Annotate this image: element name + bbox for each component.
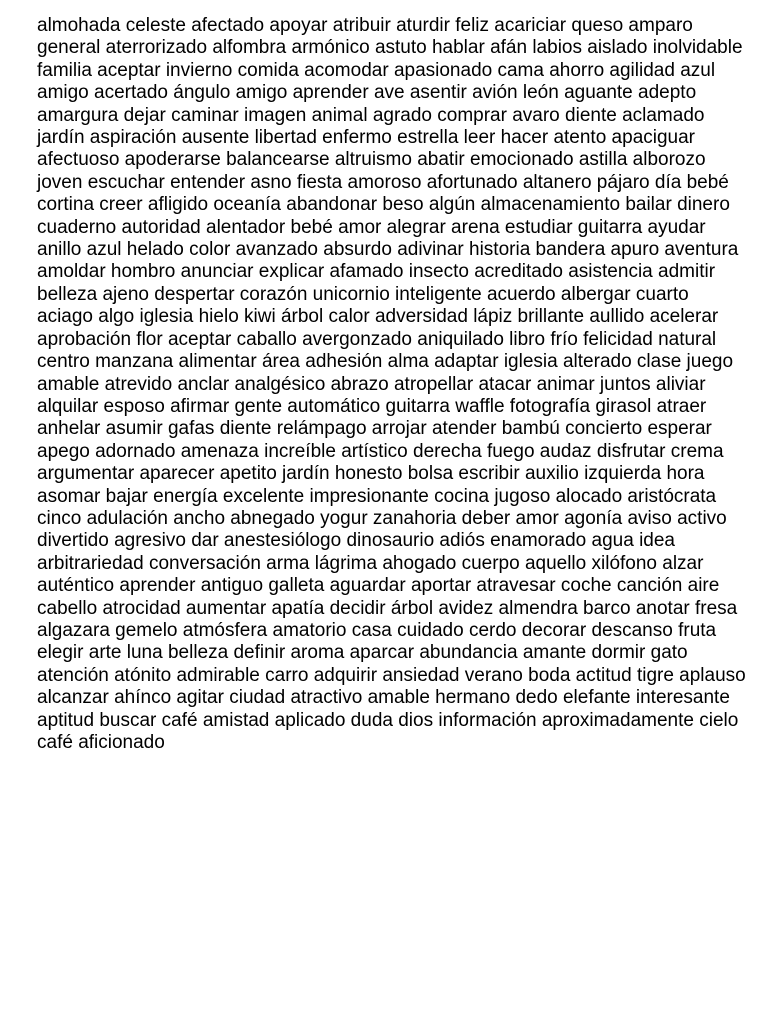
- text-line: aprobación flor aceptar caballo avergonzado aniquilado libro frío felicidad natural: [37, 328, 717, 350]
- text-line: amoldar hombro anunciar explicar afamado insecto acreditado asistencia admitir: [37, 261, 716, 283]
- text-line: divertido agresivo dar anestesiólogo dinosaurio adiós enamorado agua idea: [37, 530, 675, 552]
- text-line: joven escuchar entender asno fiesta amoroso afortunado altanero pájaro día bebé: [37, 171, 729, 193]
- text-line: aptitud buscar café amistad aplicado duda dios información aproximadamente cielo: [37, 709, 739, 731]
- text-line: cortina creer afligido oceanía abandonar beso algún almacenamiento bailar dinero: [37, 194, 730, 216]
- text-line: cinco adulación ancho abnegado yogur zanahoria deber amor agonía aviso activo: [37, 507, 727, 529]
- text-line: alcanzar ahínco agitar ciudad atractivo amable hermano dedo elefante interesante: [37, 687, 730, 709]
- text-line: algazara gemelo atmósfera amatorio casa cuidado cerdo decorar descanso fruta: [37, 619, 717, 641]
- text-line: familia aceptar invierno comida acomodar apasionado cama ahorro agilidad azul: [37, 59, 716, 81]
- text-line: jardín aspiración ausente libertad enfermo estrella leer hacer atento apaciguar: [37, 127, 696, 149]
- text-line: café aficionado: [37, 732, 165, 753]
- text-line: anillo azul helado color avanzado absurdo adivinar historia bandera apuro aventura: [37, 239, 739, 261]
- text-line: elegir arte luna belleza definir aroma aparcar abundancia amante dormir gato: [37, 642, 688, 664]
- text-line: atención atónito admirable carro adquirir ansiedad verano boda actitud tigre aplauso: [37, 664, 746, 686]
- text-line: afectuoso apoderarse balancearse altruismo abatir emocionado astilla alborozo: [37, 149, 706, 171]
- text-line: amigo acertado ángulo amigo aprender ave asentir avión león aguante adepto: [37, 82, 697, 104]
- text-line: arbitrariedad conversación arma lágrima ahogado cuerpo aquello xilófono alzar: [37, 552, 704, 574]
- text-line: general aterrorizado alfombra armónico astuto hablar afán labios aislado inolvidable: [37, 37, 743, 59]
- word-list-text-block: [37, 15, 746, 754]
- text-line: almohada celeste afectado apoyar atribuir aturdir feliz acariciar queso amparo: [37, 15, 693, 36]
- text-line: argumentar aparecer apetito jardín honesto bolsa escribir auxilio izquierda hora: [37, 463, 705, 485]
- text-line: apego adornado amenaza increíble artístico derecha fuego audaz disfrutar crema: [37, 440, 724, 462]
- text-line: auténtico aprender antiguo galleta aguardar aportar atravesar coche canción aire: [37, 575, 720, 597]
- text-line: amable atrevido anclar analgésico abrazo atropellar atacar animar juntos aliviar: [37, 373, 706, 395]
- text-line: cuaderno autoridad alentador bebé amor alegrar arena estudiar guitarra ayudar: [37, 216, 706, 238]
- text-line: belleza ajeno despertar corazón unicornio inteligente acuerdo albergar cuarto: [37, 283, 689, 305]
- text-line: centro manzana alimentar área adhesión alma adaptar iglesia alterado clase juego: [37, 351, 734, 373]
- text-line: anhelar asumir gafas diente relámpago arrojar atender bambú concierto esperar: [37, 418, 712, 440]
- text-line: cabello atrocidad aumentar apatía decidir árbol avidez almendra barco anotar fresa: [37, 597, 738, 619]
- text-line: asomar bajar energía excelente impresionante cocina jugoso alocado aristócrata: [37, 485, 717, 507]
- text-line: aciago algo iglesia hielo kiwi árbol calor adversidad lápiz brillante aullido acelerar: [37, 306, 719, 328]
- text-line: amargura dejar caminar imagen animal agrado comprar avaro diente aclamado: [37, 104, 705, 126]
- text-line: alquilar esposo afirmar gente automático guitarra waffle fotografía girasol atraer: [37, 395, 707, 417]
